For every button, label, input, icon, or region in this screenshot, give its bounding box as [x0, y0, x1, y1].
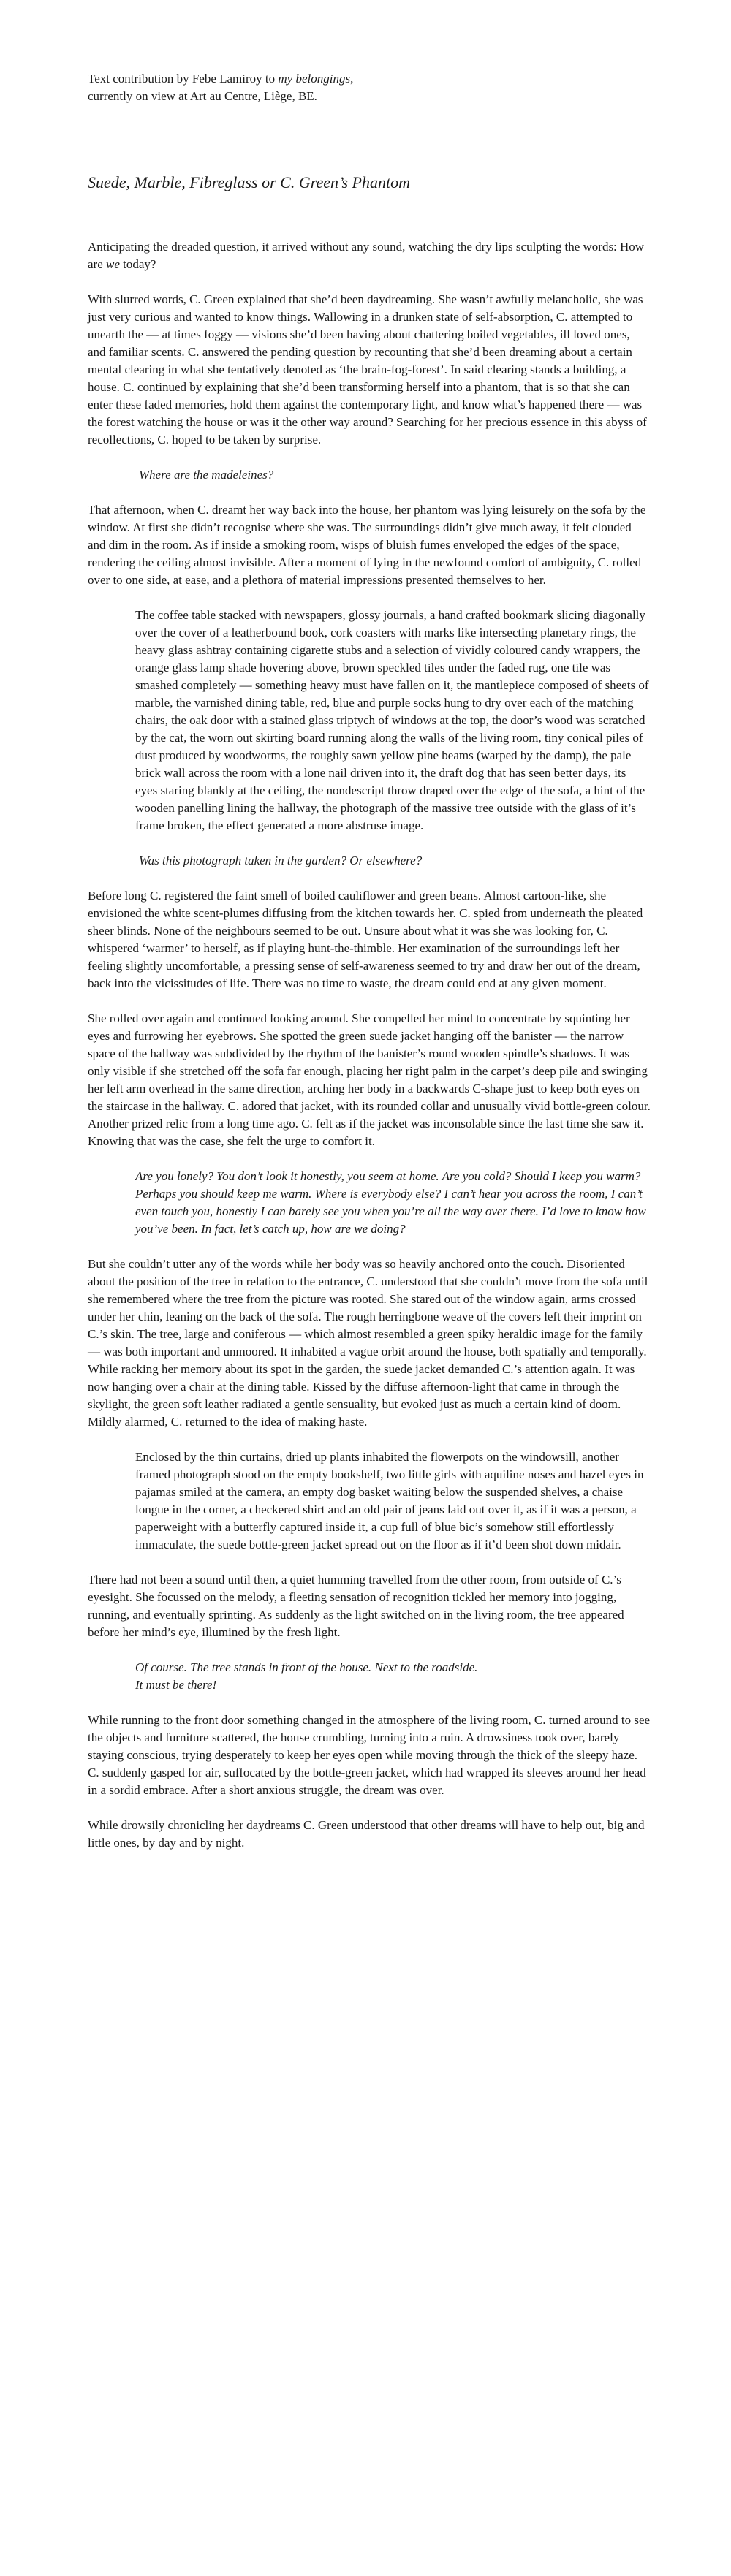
work-title: my belongings	[278, 72, 351, 86]
paragraph-1	[88, 238, 651, 273]
italic-realisation	[88, 1659, 651, 1694]
credit-text: Text contribution by Febe Lamiroy to	[88, 72, 279, 86]
article	[88, 70, 651, 1852]
realisation-line-2: It must be there!	[135, 1678, 217, 1692]
realisation-line-1: Of course. The tree stands in front of the house. Next to the roadside.	[135, 1660, 478, 1674]
paragraph-1-start: Anticipating the dreaded question, it arrived without any sound, watching the dry lips sculpting the words: How are	[88, 240, 645, 271]
indented-list-2: Enclosed by the thin curtains, dried up plants inhabited the flowerpots on the windowsill, another framed photograph stood on the empty bookshelf, two little girls with aquiline noses and hazel eyes in pajamas smiled at the camera, an empty dog basket waiting below the suspended shelves, a chaise longue in the corner, a checkered shirt and an old pair of jeans laid out over it, as if it was a person, a paperweight with a butterfly captured inside it, a cup full of blue bic’s somehow still effortlessly immaculate, the suede bottle-green jacket spread out on the floor as if it’d been shot down midair.	[135, 1450, 644, 1551]
paragraph-6: But she couldn’t utter any of the words while her body was so heavily anchored onto the couch. Disoriented about the position of the tree in relation to the entrance, C. understood that she couldn’t move from the sofa until she remembered where the tree from the picture was rooted. She stared out of the window again, arms crossed under her chin, leaning on the back of the sofa. The rough herringbone weave of the covers left their imprint on C.’s skin. The tree, large and coniferous — which almost resembled a green spiky heraldic image for the family — was both important and unmoored. It inhabited a vague orbit around the house, both spatially and temporally. While racking her memory about its spot in the garden, the suede jacket demanded C.’s attention again. It was now hanging over a chair at the dining table. Kissed by the diffuse afternoon-light that came in through the skylight, the green soft leather radiated a gentle sensuality, but evoked just as much a certain kind of doom. Mildly alarmed, C. returned to the idea of making haste.	[88, 1257, 648, 1429]
paragraph-2: With slurred words, C. Green explained that she’d been daydreaming. She wasn’t awfully melancholic, she was just very curious and wanted to know things. Wallowing in a drunken state of self-absorption, C. attempted to unearth the — at times foggy — visions she’d been having about chattering boiled vegetables, ill loved ones, and familiar scents. C. answered the pending question by recounting that she’d been dreaming about a certain mental clearing in what she tentatively denoted as ‘the brain-fog-forest’. In said clearing stands a building, a house. C. continued by explaining that she’d been transforming herself into a phantom, that is so that she can enter these faded memories, hold them against the contemporary light, and know what’s happened there — was the forest watching the house or was it the other way around? Searching for her precious essence in this abyss of recollections, C. hoped to be taken by surprise.	[88, 292, 647, 447]
italic-question-2: Was this photograph taken in the garden? Or elsewhere?	[139, 854, 423, 867]
credit-line	[88, 70, 651, 105]
paragraph-1-end: today?	[119, 257, 156, 271]
paragraph-1-emphasis: we	[106, 257, 120, 271]
italic-question-1: Where are the madeleines?	[139, 468, 274, 482]
paragraph-5: She rolled over again and continued looking around. She compelled her mind to concentrate by squinting her eyes and furrowing her eyebrows. She spotted the green suede jacket hanging off the banister — the narrow space of the hallway was subdivided by the rhythm of the banister’s round wooden spindle’s shadows. It was only visible if she stretched off the sofa far enough, placing her right palm in the carpet’s deep pile and swinging her left arm overhead in the same direction, arching her body in a backwards C-shape just to keep both eyes on the staircase in the hallway. C. adored that jacket, with its rounded collar and unusually vivid bottle-green colour. Another prized relic from a long time ago. C. felt as if the jacket was inconsolable since the last time she saw it. Knowing that was the case, she felt the urge to comfort it.	[88, 1011, 651, 1148]
paragraph-7: There had not been a sound until then, a quiet humming travelled from the other room, from outside of C.’s eyesight. She focussed on the melody, a fleeting sensation of recognition tickled her memory into jogging, running, and eventually sprinting. As suddenly as the light switched on in the living room, the tree appeared before her mind’s eye, illumined by the fresh light.	[88, 1573, 624, 1639]
indented-list-1: The coffee table stacked with newspapers, glossy journals, a hand crafted bookmark slicing diagonally over the cover of a leatherbound book, cork coasters with marks like intersecting planetary rings, the heavy glass ashtray containing cigarette stubs and a selection of vividly coloured candy wrappers, the orange glass lamp shade hovering above, brown speckled tiles under the faded rug, one tile was smashed completely — something heavy must have fallen on it, the mantlepiece composed of sheets of marble, the varnished dining table, red, blue and purple socks hung to dry over each of the matching chairs, the oak door with a stained glass triptych of windows at the top, the door’s wood was scratched by the cat, the worn out skirting board running along the walls of the living room, tiny conical piles of dust produced by woodworms, the roughly sawn yellow pine beams (warped by the damp), the pale brick wall across the room with a lone nail driven into it, the draft dog that has seen better days, its eyes staring blankly at the ceiling, the nondescript throw draped over the edge of the sofa, a hint of the wooden panelling lining the hallway, the photograph of the massive tree outside with the glass of it’s frame broken, the effect generated a more abstruse image.	[135, 608, 649, 832]
credit-comma: ,	[350, 72, 354, 86]
paragraph-8: While running to the front door something changed in the atmosphere of the living room, C. turned around to see the objects and furniture scattered, the house crumbling, turning into a ruin. A drowsiness took over, barely staying conscious, trying desperately to keep her eyes open while moving through the thick of the sleepy haze. C. suddenly gasped for air, suffocated by the bottle-green jacket, which had wrapped its sleeves around her head in a sordid embrace. After a short anxious struggle, the dream was over.	[88, 1713, 651, 1797]
paragraph-9: While drowsily chronicling her daydreams C. Green understood that other dreams will have to help out, big and little ones, by day and by night.	[88, 1818, 645, 1850]
paragraph-4: Before long C. registered the faint smell of boiled cauliflower and green beans. Almost cartoon-like, she envisioned the white scent-plumes diffusing from the kitchen towards her. C. spied from underneath the pleated sheer blinds. None of the neighbours seemed to be out. Unsure about what it was she was looking for, C. whispered ‘warmer’ to herself, as if playing hunt-the-thimble. Her examination of the surroundings left her feeling slightly uncomfortable, a pressing sense of self-awareness seemed to try and draw her out of the dream, back into the vicissitudes of life. There was no time to waste, the dream could end at any given moment.	[88, 889, 643, 990]
article-body	[88, 238, 651, 1852]
page-title: Suede, Marble, Fibreglass or C. Green’s Phantom	[88, 173, 410, 191]
paragraph-3: That afternoon, when C. dreamt her way back into the house, her phantom was lying leisurely on the sofa by the window. At first she didn’t recognise where she was. The surroundings didn’t give much away, it felt clouded and dim in the room. As if inside a smoking room, wisps of bluish fumes enveloped the edges of the space, rendering the ceiling almost invisible. After a moment of lying in the newfound comfort of ambiguity, C. rolled over to one side, at ease, and a plethora of material impressions presented themselves to her.	[88, 503, 646, 587]
venue-line: currently on view at Art au Centre, Liège, BE.	[88, 89, 317, 103]
italic-monologue: Are you lonely? You don’t look it honestly, you seem at home. Are you cold? Should I keep you warm? Perhaps you should keep me warm. Where is everybody else? I can’t hear you across the room, I can’t even touch you, honestly I can barely see you when you’re all the way over there. I’d love to know how you’ve been. In fact, let’s catch up, how are we doing?	[135, 1169, 646, 1236]
